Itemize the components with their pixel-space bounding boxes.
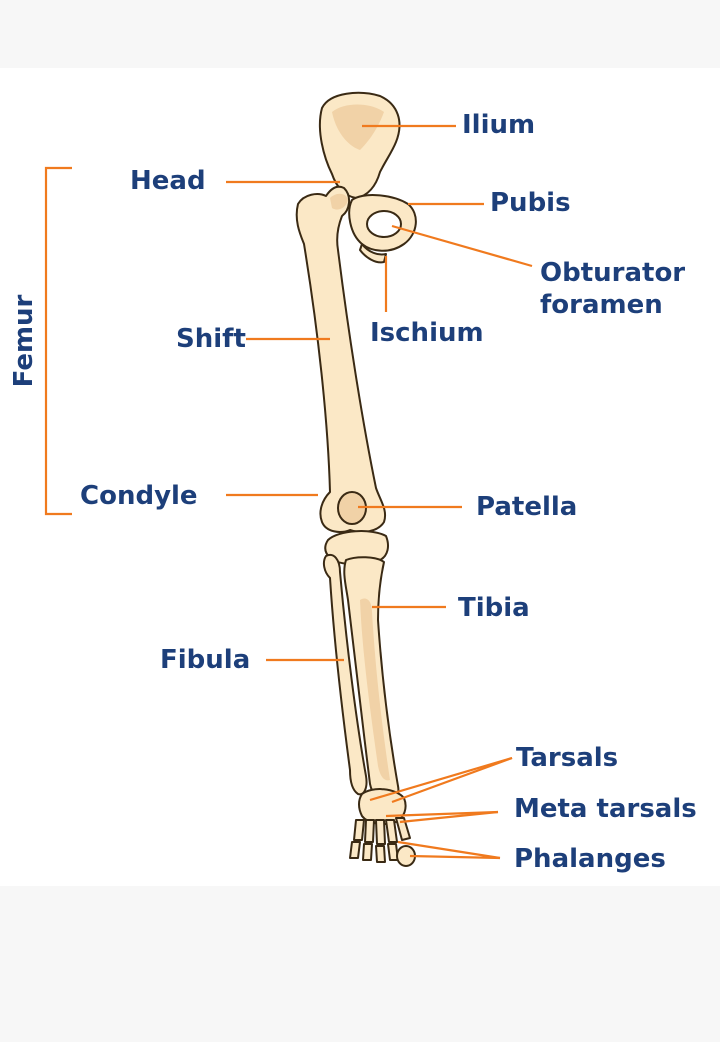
tarsals-label: Tarsals	[516, 743, 619, 773]
metatarsals-label: Meta tarsals	[514, 794, 697, 824]
ilium-label: Ilium	[462, 110, 536, 140]
shift-label: Shift	[176, 324, 246, 354]
ischium-label: Ischium	[370, 318, 484, 348]
obturator-leader-line	[392, 226, 532, 266]
tibia-label: Tibia	[458, 593, 530, 623]
phalanx-bones	[350, 842, 415, 866]
fibula-label: Fibula	[160, 645, 251, 675]
tarsals-leader-line-2	[392, 758, 512, 802]
pubis-label: Pubis	[490, 188, 571, 218]
condyle-label: Condyle	[80, 481, 198, 511]
femur-bracket	[46, 168, 72, 514]
bones	[297, 93, 416, 866]
obturator-foramen-label: Obturator foramen	[540, 258, 686, 320]
patella-label: Patella	[476, 492, 578, 522]
head-label: Head	[130, 166, 206, 196]
phalanges-label: Phalanges	[514, 844, 666, 874]
femur-label: Femur	[9, 294, 39, 388]
obturator-foramen-hole	[367, 211, 401, 237]
